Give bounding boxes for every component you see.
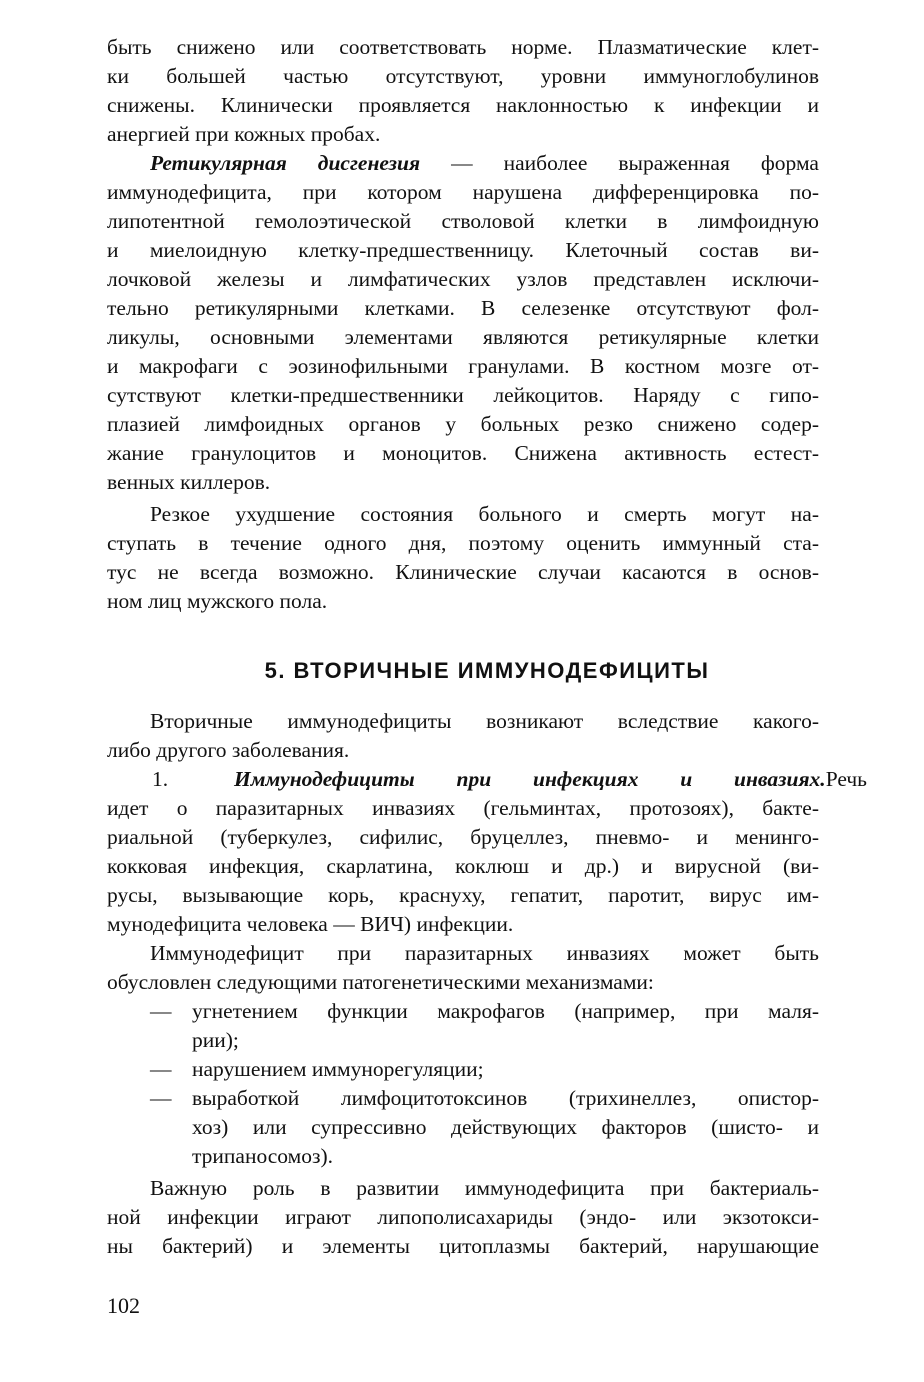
text-line: риальной (туберкулез, сифилис, бруцеллез, пневмо- и менинго- xyxy=(107,825,819,849)
bullet-line: выработкой лимфоцитотоксинов (трихинеллез, опистор- xyxy=(192,1086,819,1110)
text-line xyxy=(234,765,867,794)
text-line: идет о паразитарных инвазиях (гельминтах, протозоях), бакте- xyxy=(107,796,819,820)
page-number: 102 xyxy=(107,1293,140,1318)
text-line: жание гранулоцитов и моноцитов. Снижена активность естест- xyxy=(107,441,819,465)
text-line: ны бактерий) и элементы цитоплазмы бактерий, нарушающие xyxy=(107,1234,819,1258)
term-reticular-dysgenesis: Ретикулярная дисгенезия xyxy=(150,151,421,175)
text-line: ступать в течение одного дня, поэтому оценить иммунный ста- xyxy=(107,531,819,555)
term-infections-invasions: Иммунодефициты при инфекциях и инвазиях. xyxy=(234,767,826,791)
item-number: 1. xyxy=(152,767,169,791)
text-line: русы, вызывающие корь, краснуху, гепатит, паротит, вирус им- xyxy=(107,883,819,907)
bullet-line: нарушением иммунорегуляции; xyxy=(192,1057,484,1081)
bullet-line: угнетением функции макрофагов (например, при маля- xyxy=(192,999,819,1023)
text-line: либо другого заболевания. xyxy=(107,738,350,762)
bullet-dash: — xyxy=(150,999,172,1023)
bullet-line: трипаносомоз). xyxy=(192,1144,334,1168)
text-line: быть снижено или соответствовать норме. Плазматические клет- xyxy=(107,35,819,59)
bullet-line: рии); xyxy=(192,1028,239,1052)
text-line: анергией при кожных пробах. xyxy=(107,122,381,146)
text-line: иммунодефицита, при котором нарушена дифференцировка по- xyxy=(107,180,819,204)
text-fragment: Речь xyxy=(825,767,867,791)
text-line: липотентной гемолоэтической стволовой клетки в лимфоидную xyxy=(107,209,819,233)
text-line: ном лиц мужского пола. xyxy=(107,589,328,613)
text-line: лочковой железы и лимфатических узлов представлен исключи- xyxy=(107,267,819,291)
text-line: Резкое ухудшение состояния больного и смерть могут на- xyxy=(150,502,819,526)
text-line: снижены. Клинически проявляется наклонностью к инфекции и xyxy=(107,93,819,117)
text-line: Иммунодефицит при паразитарных инвазиях может быть xyxy=(150,941,819,965)
text-line xyxy=(150,149,819,178)
text-line: ной инфекции играют липополисахариды (эндо- или экзотокси- xyxy=(107,1205,819,1229)
text-line: плазией лимфоидных органов у больных резко снижено содер- xyxy=(107,412,819,436)
text-line: сутствуют клетки-предшественники лейкоцитов. Наряду с гипо- xyxy=(107,383,819,407)
text-fragment: — наиболее выраженная форма xyxy=(420,151,819,175)
text-line: обусловлен следующими патогенетическими механизмами: xyxy=(107,970,654,994)
text-line: тельно ретикулярными клетками. В селезенке отсутствуют фол- xyxy=(107,296,819,320)
text-line: Вторичные иммунодефициты возникают вследствие какого- xyxy=(150,709,819,733)
bullet-dash: — xyxy=(150,1057,172,1081)
section-heading: 5. ВТОРИЧНЫЕ ИММУНОДЕФИЦИТЫ xyxy=(264,658,710,683)
text-line: тус не всегда возможно. Клинические случаи касаются в основ- xyxy=(107,560,819,584)
text-line: мунодефицита человека — ВИЧ) инфекции. xyxy=(107,912,514,936)
text-line: кокковая инфекция, скарлатина, коклюш и др.) и вирусной (ви- xyxy=(107,854,819,878)
text-line: ки большей частью отсутствуют, уровни иммуноглобулинов xyxy=(107,64,819,88)
bullet-dash: — xyxy=(150,1086,172,1110)
text-line: Важную роль в развитии иммунодефицита при бактериаль- xyxy=(150,1176,819,1200)
text-line: и миелоидную клетку-предшественницу. Клеточный состав ви- xyxy=(107,238,819,262)
text-line: и макрофаги с эозинофильными гранулами. В костном мозге от- xyxy=(107,354,819,378)
bullet-line: хоз) или супрессивно действующих факторов (шисто- и xyxy=(192,1115,819,1139)
text-line: ликулы, основными элементами являются ретикулярные клетки xyxy=(107,325,819,349)
text-line: венных киллеров. xyxy=(107,470,271,494)
